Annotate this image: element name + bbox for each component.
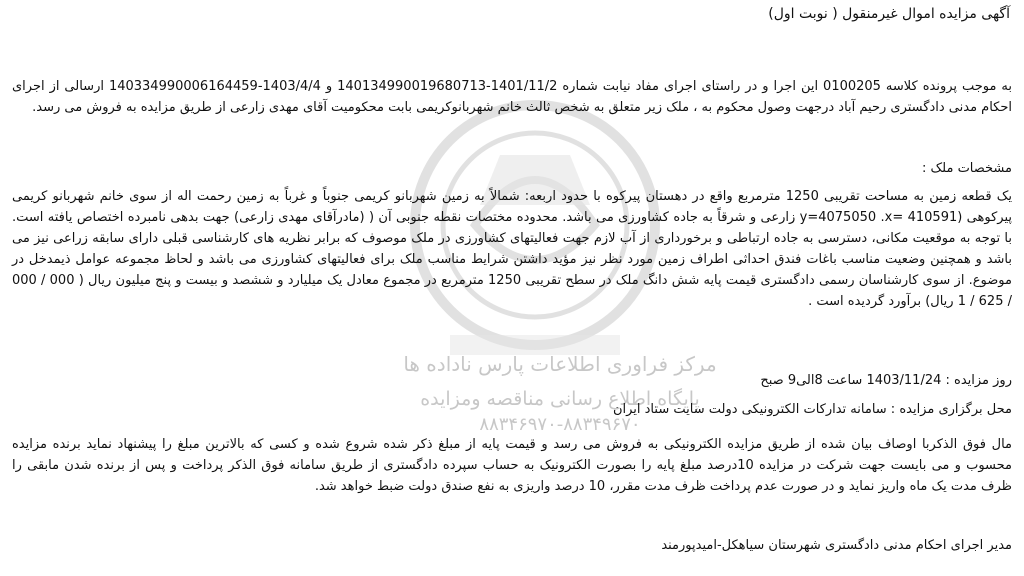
property-spec-label: مشخصات ملک : <box>922 161 1012 176</box>
auction-venue: محل برگزاری مزایده : سامانه تدارکات الکترونیکی دولت سایت ستاد ایران <box>612 402 1012 417</box>
watermark-line-1: مرکز فراوری اطلاعات پارس ناداده ها <box>403 352 717 376</box>
signature-line: مدیر اجرای احکام مدنی دادگستری شهرستان سیاهکل-امیدپورمند <box>661 538 1012 553</box>
property-spec-paragraph: یک قطعه زمین به مساحت تقریبی 1250 مترمربع واقع در دهستان پیرکوه با حدود اربعه: شمالاً به زمین شهربانو کریمی جنوباً و غرباً به زمین رحمت اله از سوی خانم شهربانو کریمی پیرکوهی (y=4075050 .x= 410591 زارعی و شرقاً به جاده کشاورزی می باشد. محدوده مختصات نقطه جنوبی آن ( (مادرآقای مهدی زارعی) جهت بدهی نامبرده اختصاص یافته است. با توجه به موقعیت مکانی، دسترسی به جاده ارتباطی و برخورداری از آب لازم جهت فعالیتهای کشاورزی در ملک موصوف که برابر نظریه های کارشناسی قبلی دارای سابقه زراعی نیز می باشد و همچنین وضعیت مناسب باغات فندق احداثی اطراف زمین مورد نظر نیز مؤید داشتن شرایط مناسب ملک برای فعالیتهای کشاورزی می باشد و لحاظ مجموعه عوامل ذیمدخل در موضوع. از سوی کارشناسان رسمی دادگستری قیمت پایه شش دانگ ملک در سطح تقریبی 1250 مترمربع در مجموع معادل یک میلیارد و ششصد و بیست و پنج میلیون ریال ( 000 / 000 / 625 / 1 ریال) برآورد گردیده است . <box>12 189 1012 309</box>
watermark-line-2: پایگاه اطلاع رسانی مناقصه ومزایده <box>420 388 700 410</box>
auction-date: روز مزایده : 1403/11/24 ساعت 8الی9 صبح <box>760 373 1012 388</box>
intro-paragraph: به موجب پرونده کلاسه 0100205 این اجرا و در راستای اجرای مفاد نیابت شماره 1401/11/2-140134990019680713 و 1403/4/4-140334990006164459 ارسالی از اجرای احکام مدنی دادگستری رحیم آباد درجهت وصول محکوم به ، ملک زیر متعلق به شخص ثالث خانم شهربانوکریمی بابت محکومیت آقای مهدی زارعی از طریق مزایده به فروش می رسد. <box>12 79 1013 115</box>
terms-paragraph: مال فوق الذکربا اوصاف بیان شده از طریق مزایده الکترونیکی به فروش می رسد و قیمت پایه از مبلغ ذکر شده شروع شده و کسی که بالاترین مبلغ را پیشنهاد نماید برنده مزایده محسوب و می بایست جهت شرکت در مزایده 10درصد مبلغ پایه را بصورت الکترونیک به حساب سپرده دادگستری از طریق سامانه فوق الذکر پرداخت و پس از برنده شدن مابقی را ظرف مدت یک ماه واریز نماید و در صورت عدم پرداخت ظرف مدت مقرر، 10 درصد واریزی به نفع صندق دولت ضبط خواهد شد. <box>12 437 1013 494</box>
watermark-phone: ۸۸۳۴۶۹۷۰-۸۸۳۴۹۶۷۰ <box>479 414 641 435</box>
notice-title: آگهی مزایده اموال غیرمنقول ( نوبت اول) <box>768 6 1010 22</box>
